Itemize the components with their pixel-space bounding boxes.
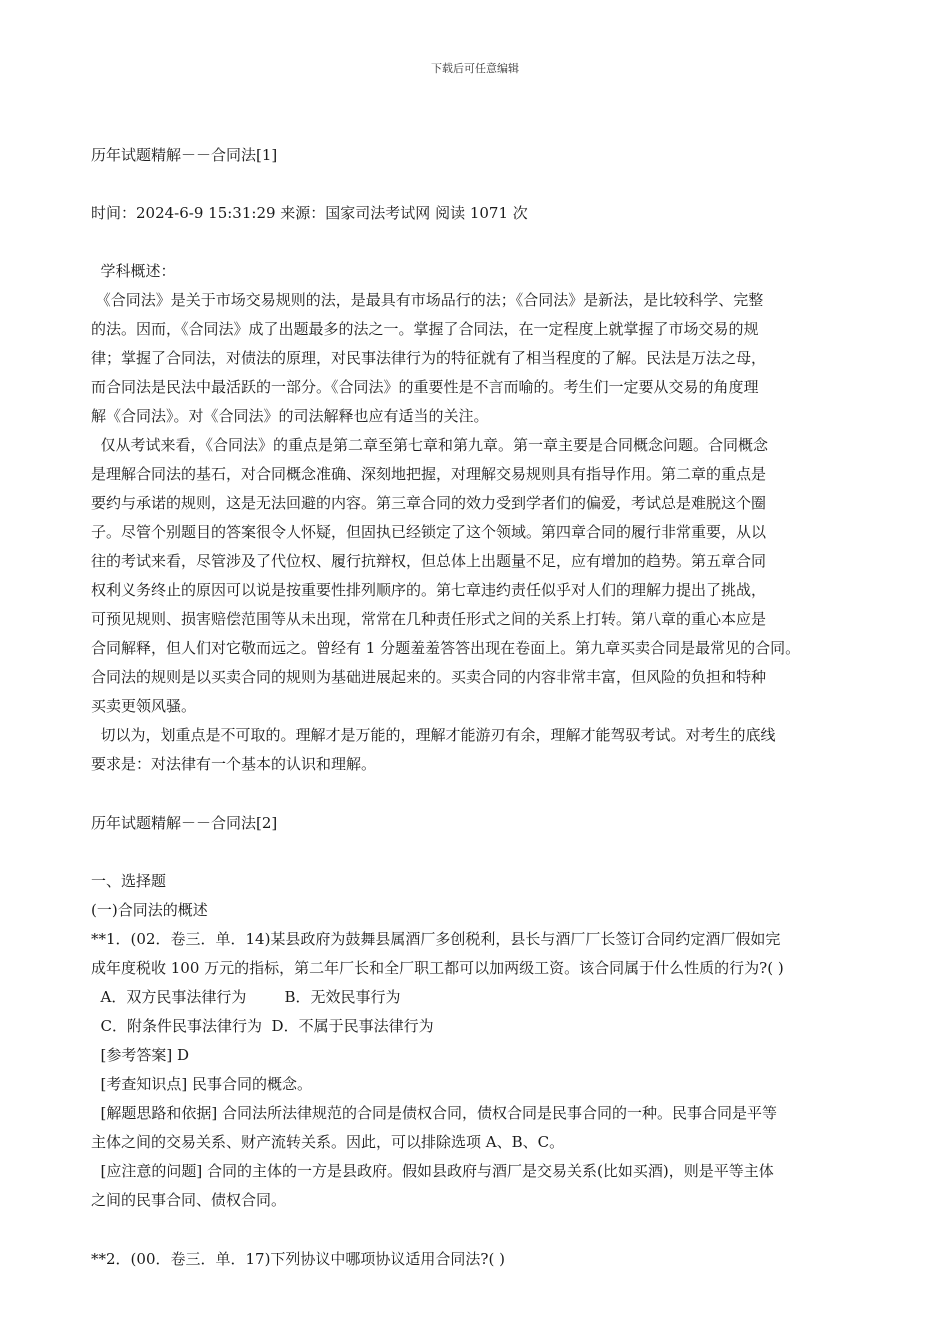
para2-line: 是理解合同法的基石，对合同概念准确、深刻地把握，对理解交易规则具有指导作用。第二章的重点是 — [91, 465, 767, 483]
para2-line: 仅从考试来看，《合同法》的重点是第二章至第七章和第九章。第一章主要是合同概念问题。合同概念 — [91, 436, 769, 454]
subsection-heading: (一)合同法的概述 — [91, 901, 208, 919]
article-title-1: 历年试题精解－－合同法[1] — [91, 146, 278, 164]
note-line: 之间的民事合同、债权合同。 — [91, 1191, 287, 1209]
para2-line: 可预见规则、损害赔偿范围等从未出现，常常在几种责任形式之间的关系上打转。第八章的重心本应是 — [91, 610, 767, 628]
para1-line: 的法。因而，《合同法》成了出题最多的法之一。掌握了合同法，在一定程度上就掌握了市场交易的规 — [91, 320, 759, 338]
section-heading: 一、选择题 — [91, 872, 167, 890]
knowledge-point-line: [考查知识点] 民事合同的概念。 — [91, 1075, 313, 1093]
question-1-options: A．双方民事法律行为 B．无效民事行为 — [91, 988, 401, 1006]
para1-line: 解《合同法》。对《合同法》的司法解释也应有适当的关注。 — [91, 407, 489, 425]
para1-line: 《合同法》是关于市场交易规则的法，是最具有市场品行的法；《合同法》是新法，是比较科学、完整 — [91, 291, 764, 309]
question-section — [91, 867, 881, 1215]
answer-line: [参考答案] D — [91, 1046, 190, 1064]
explanation-line: 主体之间的交易关系、财产流转关系。因此，可以排除选项 A、B、C。 — [91, 1133, 565, 1151]
question-2-line: **2．(00．卷三．单．17)下列协议中哪项协议适用合同法?( ) — [91, 1250, 505, 1268]
question-1-line: 成年度税收 100 万元的指标，第二年厂长和全厂职工都可以加两级工资。该合同属于什么性质的行为?( ) — [91, 959, 784, 977]
question-1-line: **1．(02．卷三．单．14)某县政府为鼓舞县属酒厂多创税利，县长与酒厂厂长签订合同约定酒厂假如完 — [91, 930, 781, 948]
article-meta: 时间：2024-6-9 15:31:29 来源：国家司法考试网 阅读 1071 次 — [91, 204, 528, 222]
note-line: [应注意的问题] 合同的主体的一方是县政府。假如县政府与酒厂是交易关系(比如买酒)，则是平等主体 — [91, 1162, 774, 1180]
para3-line: 切以为，划重点是不可取的。理解才是万能的，理解才能游刃有余，理解才能驾驭考试。对考生的底线 — [91, 726, 776, 744]
para1-line: 而合同法是民法中最活跃的一部分。《合同法》的重要性是不言而喻的。考生们一定要从交易的角度理 — [91, 378, 759, 396]
para3-line: 要求是：对法律有一个基本的认识和理解。 — [91, 755, 377, 773]
article-title-2: 历年试题精解－－合同法[2] — [91, 814, 278, 832]
overview-section — [91, 257, 881, 779]
para2-line: 要约与承诺的规则，这是无法回避的内容。第三章合同的效力受到学者们的偏爱，考试总是难脱这个圈 — [91, 494, 767, 512]
question-1-options: C．附条件民事法律行为 D．不属于民事法律行为 — [91, 1017, 434, 1035]
overview-title: 学科概述： — [91, 262, 176, 280]
para2-line: 买卖更领风骚。 — [91, 697, 197, 715]
para1-line: 律；掌握了合同法，对债法的原理，对民事法律行为的特征就有了相当程度的了解。民法是万法之母， — [91, 349, 767, 367]
para2-line: 合同解释，但人们对它敬而远之。曾经有 1 分题羞羞答答出现在卷面上。第九章买卖合同是最常见的合同。 — [91, 639, 801, 657]
explanation-line: [解题思路和依据] 合同法所法律规范的合同是债权合同，债权合同是民事合同的一种。民事合同是平等 — [91, 1104, 778, 1122]
page-header: 下载后可任意编辑 — [431, 62, 519, 75]
para2-line: 往的考试来看，尽管涉及了代位权、履行抗辩权，但总体上出题量不足，应有增加的趋势。第五章合同 — [91, 552, 767, 570]
para2-line: 合同法的规则是以买卖合同的规则为基础进展起来的。买卖合同的内容非常丰富，但风险的负担和特种 — [91, 668, 767, 686]
para2-line: 子。尽管个别题目的答案很令人怀疑，但固执已经锁定了这个领域。第四章合同的履行非常重要，从以 — [91, 523, 767, 541]
para2-line: 权利义务终止的原因可以说是按重要性排列顺序的。第七章违约责任似乎对人们的理解力提出了挑战， — [91, 581, 767, 599]
